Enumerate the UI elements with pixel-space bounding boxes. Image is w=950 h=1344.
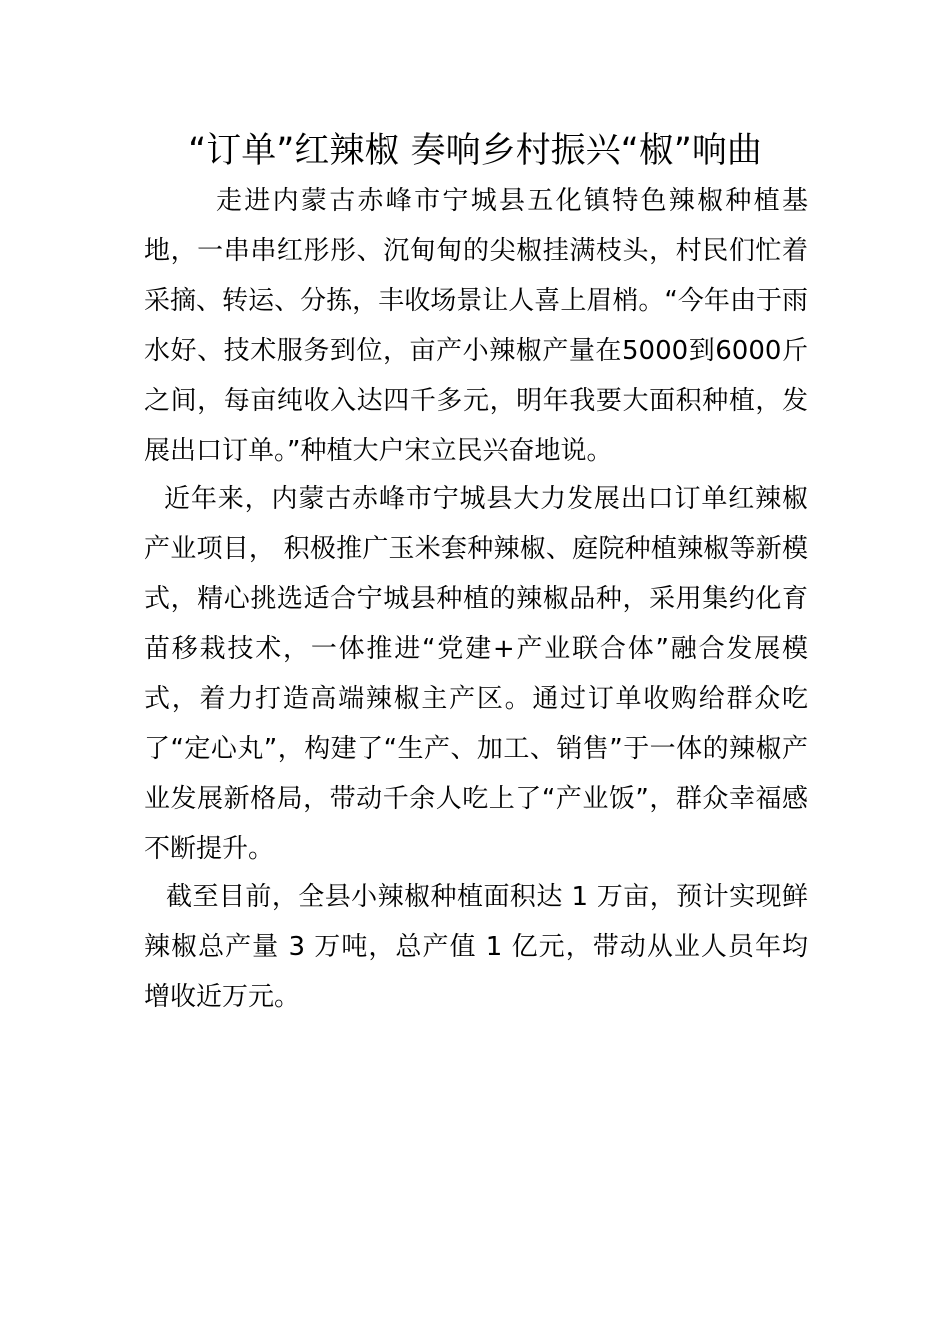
paragraph-3: 截至目前，全县小辣椒种植面积达 1 万亩，预计实现鲜辣椒总产量 3 万吨，总产值 1 亿元，带动从业人员年均增收近万元。 <box>144 882 808 1012</box>
paragraph-1: 走进内蒙古赤峰市宁城县五化镇特色辣椒种植基地，一串串红彤彤、沉甸甸的尖椒挂满枝头，村民们忙着采摘、转运、分拣，丰收场景让人喜上眉梢。“今年由于雨水好、技术服务到位，亩产小辣椒产量在5000到6000斤之间，每亩纯收入达四千多元，明年我要大面积种植，发展出口订单。”种植大户宋立民兴奋地说。 <box>144 186 808 466</box>
document-title: “订单”红辣椒 奏响乡村振兴“椒”响曲 <box>188 131 762 171</box>
paragraph-2: 近年来，内蒙古赤峰市宁城县大力发展出口订单红辣椒产业项目， 积极推广玉米套种辣椒、庭院种植辣椒等新模式，精心挑选适合宁城县种植的辣椒品种，采用集约化育苗移栽技术，一体推进“党建+产业联合体”融合发展模式，着力打造高端辣椒主产区。通过订单收购给群众吃了“定心丸”，构建了“生产、加工、销售”于一体的辣椒产业发展新格局，带动千余人吃上了“产业饭”，群众幸福感不断提升。 <box>144 484 808 864</box>
